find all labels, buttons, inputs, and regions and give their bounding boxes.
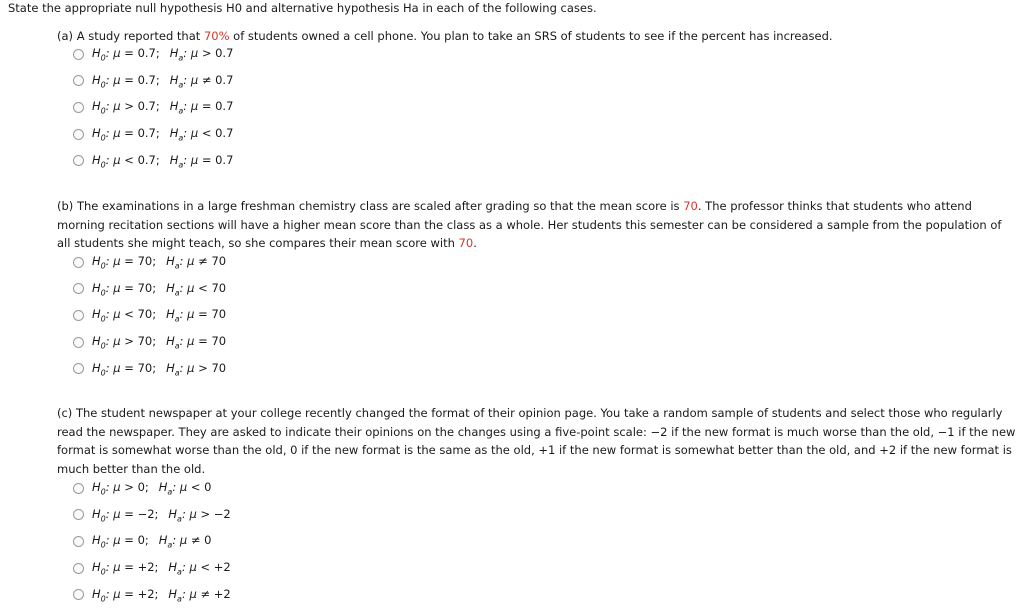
h0-value: 0 xyxy=(137,479,145,494)
question-text: of students owned a cell phone. You plan to take an SRS of students to see if the percent has increased. xyxy=(229,29,833,43)
ha-value: 0 xyxy=(204,533,212,548)
h0-value: 70 xyxy=(137,360,153,375)
option-label[interactable]: $H_0$: μ = 0.7; $H_a$: μ ≠ 0.7 xyxy=(92,72,234,89)
option-c-3[interactable] xyxy=(73,532,211,550)
highlight-value: 70 xyxy=(458,236,474,251)
option-label[interactable]: $H_0$: μ > 70; $H_a$: μ = 70 xyxy=(92,333,227,351)
h0-symbol: $H_0$: μ xyxy=(92,307,125,324)
option-label[interactable]: $H_0$: μ = +2; $H_a$: μ < +2 xyxy=(92,559,231,577)
question-text: A study reported that xyxy=(76,29,204,43)
ha-symbol: $H_a$: μ xyxy=(169,125,202,143)
h0-value: 0.7 xyxy=(137,152,156,167)
ha-relation: < xyxy=(198,280,208,295)
radio-button[interactable] xyxy=(73,75,84,86)
h0-symbol: $H_0$: μ xyxy=(92,72,125,89)
h0-relation: > xyxy=(124,479,134,494)
ha-value: 0.7 xyxy=(215,99,234,114)
h0-relation: = xyxy=(124,125,134,140)
ha-value: −2 xyxy=(213,506,231,521)
radio-button[interactable] xyxy=(73,283,84,294)
h0-relation: = xyxy=(124,360,134,375)
h0-symbol: $H_0$: μ xyxy=(92,253,125,271)
ha-value: 0.7 xyxy=(215,72,234,87)
ha-symbol: $H_a$: μ xyxy=(169,72,202,89)
ha-relation: = xyxy=(198,333,208,348)
option-label[interactable]: $H_0$: μ > 0; $H_a$: μ < 0 xyxy=(92,479,212,497)
ha-symbol: $H_a$: μ xyxy=(169,99,202,116)
ha-relation: ≠ xyxy=(201,72,212,87)
ha-symbol: $H_a$: μ xyxy=(158,479,191,497)
instructions xyxy=(8,1,597,15)
part-b-question xyxy=(57,197,1017,253)
part-c-question xyxy=(57,404,1017,479)
part-a-question xyxy=(57,27,1017,46)
option-label[interactable]: $H_0$: μ > 0.7; $H_a$: μ = 0.7 xyxy=(92,99,234,116)
ha-symbol: $H_a$: μ xyxy=(166,307,199,324)
option-a-4[interactable] xyxy=(73,125,233,143)
option-a-2[interactable] xyxy=(73,72,233,90)
ha-relation: = xyxy=(201,152,212,167)
h0-relation: > xyxy=(124,99,134,114)
option-a-3[interactable] xyxy=(73,98,233,116)
option-label[interactable]: $H_0$: μ = 70; $H_a$: μ < 70 xyxy=(92,280,227,297)
ha-relation: > xyxy=(200,506,211,521)
h0-symbol: $H_0$: μ xyxy=(92,506,125,523)
ha-symbol: $H_a$: μ xyxy=(168,586,201,603)
ha-relation: = xyxy=(198,307,208,322)
ha-relation: ≠ xyxy=(198,253,208,268)
h0-symbol: $H_0$: μ xyxy=(92,533,125,550)
ha-value: 0.7 xyxy=(215,125,234,140)
radio-button[interactable] xyxy=(73,536,84,547)
h0-value: 70 xyxy=(137,253,153,268)
h0-value: −2 xyxy=(137,506,155,521)
ha-relation: < xyxy=(190,479,201,494)
h0-relation: = xyxy=(124,586,134,601)
ha-value: +2 xyxy=(213,586,231,601)
ha-value: 70 xyxy=(211,333,227,348)
part-b-letter: (b) xyxy=(57,199,74,213)
option-b-3[interactable] xyxy=(73,306,226,324)
radio-button[interactable] xyxy=(73,337,84,348)
ha-symbol: $H_a$: μ xyxy=(166,333,199,351)
question-text: . The professor thinks that students who attend morning recitation sections will have a higher mean score than the class as a whole. Her students this semester can be considered a sample from the population of all students she might teach, so she compares their mean score with xyxy=(57,199,1002,251)
option-b-5[interactable] xyxy=(73,360,226,378)
radio-button[interactable] xyxy=(73,155,84,166)
ha-relation: > xyxy=(198,360,208,375)
option-b-4[interactable] xyxy=(73,333,226,351)
option-label[interactable]: $H_0$: μ = −2; $H_a$: μ > −2 xyxy=(92,506,231,523)
h0-value: 0.7 xyxy=(137,99,156,114)
part-c-letter: (c) xyxy=(57,406,73,420)
radio-button[interactable] xyxy=(73,563,84,574)
h0-relation: = xyxy=(124,72,134,87)
instructions-text: State the appropriate null hypothesis H0 and alternative hypothesis Ha in each of the following cases. xyxy=(8,1,597,15)
h0-relation: = xyxy=(124,45,134,60)
highlight-value: 70 xyxy=(683,199,698,213)
h0-symbol: $H_0$: μ xyxy=(92,99,125,116)
ha-value: 0.7 xyxy=(215,45,234,60)
ha-value: +2 xyxy=(213,559,231,574)
option-c-2[interactable] xyxy=(73,506,231,524)
radio-button[interactable] xyxy=(73,310,84,321)
question-text: The examinations in a large freshman chemistry class are scaled after grading so that the mean score is xyxy=(76,199,684,213)
ha-value: 70 xyxy=(211,307,227,322)
h0-relation: = xyxy=(124,559,134,574)
h0-value: 0.7 xyxy=(137,72,156,87)
option-label[interactable]: $H_0$: μ = 70; $H_a$: μ > 70 xyxy=(92,360,227,377)
radio-button[interactable] xyxy=(73,257,84,268)
h0-value: 0.7 xyxy=(137,45,156,60)
option-c-5[interactable] xyxy=(73,586,231,604)
option-label[interactable]: $H_0$: μ = 0.7; $H_a$: μ > 0.7 xyxy=(92,45,234,63)
h0-relation: = xyxy=(124,253,134,268)
h0-symbol: $H_0$: μ xyxy=(92,280,125,297)
radio-button[interactable] xyxy=(73,589,84,600)
h0-relation: > xyxy=(124,333,134,348)
h0-symbol: $H_0$: μ xyxy=(92,586,125,603)
ha-symbol: $H_a$: μ xyxy=(168,506,201,523)
h0-value: +2 xyxy=(137,586,155,601)
option-label[interactable]: $H_0$: μ < 0.7; $H_a$: μ = 0.7 xyxy=(92,152,234,169)
option-a-5[interactable] xyxy=(73,152,233,170)
option-a-1[interactable] xyxy=(73,45,233,63)
part-a-letter: (a) xyxy=(57,29,74,43)
ha-symbol: $H_a$: μ xyxy=(169,152,202,169)
h0-relation: < xyxy=(124,152,134,167)
h0-symbol: $H_0$: μ xyxy=(92,45,125,63)
ha-symbol: $H_a$: μ xyxy=(166,280,199,297)
question-text: . xyxy=(473,236,477,251)
ha-relation: < xyxy=(200,559,211,574)
ha-value: 70 xyxy=(211,360,227,375)
option-b-1[interactable] xyxy=(73,253,226,271)
option-b-2[interactable] xyxy=(73,280,226,298)
ha-relation: > xyxy=(201,45,212,60)
ha-value: 0 xyxy=(204,479,212,494)
question-text: The student newspaper at your college recently changed the format of their opinion page. You take a random sample of students and select those who regularly read the newspaper. They are asked to indicate their opinions on the changes using a five-point scale: −2 if the new format is much worse than the old, −1 if the new format is somewhat worse than the old, 0 if the new format is the same as the old, +1 if the new format is somewhat better than the old, and +2 if the new format is much better than the old. xyxy=(57,406,1016,477)
radio-button[interactable] xyxy=(73,509,84,520)
h0-relation: = xyxy=(124,280,134,295)
option-label[interactable]: $H_0$: μ < 70; $H_a$: μ = 70 xyxy=(92,307,227,324)
h0-relation: < xyxy=(124,307,134,322)
ha-symbol: $H_a$: μ xyxy=(168,559,201,577)
ha-relation: ≠ xyxy=(200,586,211,601)
radio-button[interactable] xyxy=(73,102,84,113)
ha-relation: = xyxy=(201,99,212,114)
ha-value: 0.7 xyxy=(215,152,234,167)
ha-symbol: $H_a$: μ xyxy=(166,253,199,271)
ha-relation: ≠ xyxy=(190,533,201,548)
ha-symbol: $H_a$: μ xyxy=(166,360,199,377)
ha-relation: < xyxy=(201,125,212,140)
h0-symbol: $H_0$: μ xyxy=(92,559,125,577)
option-label[interactable]: $H_0$: μ = 70; $H_a$: μ ≠ 70 xyxy=(92,253,227,271)
ha-value: 70 xyxy=(211,253,227,268)
ha-symbol: $H_a$: μ xyxy=(158,533,191,550)
h0-symbol: $H_0$: μ xyxy=(92,479,125,497)
option-c-1[interactable] xyxy=(73,479,211,497)
h0-value: +2 xyxy=(137,559,155,574)
radio-button[interactable] xyxy=(73,483,84,494)
h0-relation: = xyxy=(124,506,134,521)
radio-button[interactable] xyxy=(73,129,84,140)
ha-value: 70 xyxy=(211,280,227,295)
radio-button[interactable] xyxy=(73,49,84,60)
radio-button[interactable] xyxy=(73,363,84,374)
option-label[interactable]: $H_0$: μ = +2; $H_a$: μ ≠ +2 xyxy=(92,586,231,603)
option-label[interactable]: $H_0$: μ = 0; $H_a$: μ ≠ 0 xyxy=(92,533,212,550)
ha-symbol: $H_a$: μ xyxy=(169,45,202,63)
h0-value: 70 xyxy=(137,333,153,348)
h0-relation: = xyxy=(124,533,134,548)
highlight-value: 70% xyxy=(203,29,230,43)
h0-value: 70 xyxy=(137,307,153,322)
h0-symbol: $H_0$: μ xyxy=(92,333,125,351)
h0-symbol: $H_0$: μ xyxy=(92,125,125,143)
h0-value: 0 xyxy=(137,533,145,548)
option-label[interactable]: $H_0$: μ = 0.7; $H_a$: μ < 0.7 xyxy=(92,125,234,143)
h0-symbol: $H_0$: μ xyxy=(92,152,125,169)
option-c-4[interactable] xyxy=(73,559,231,577)
h0-symbol: $H_0$: μ xyxy=(92,360,125,377)
h0-value: 70 xyxy=(137,280,153,295)
h0-value: 0.7 xyxy=(137,125,156,140)
